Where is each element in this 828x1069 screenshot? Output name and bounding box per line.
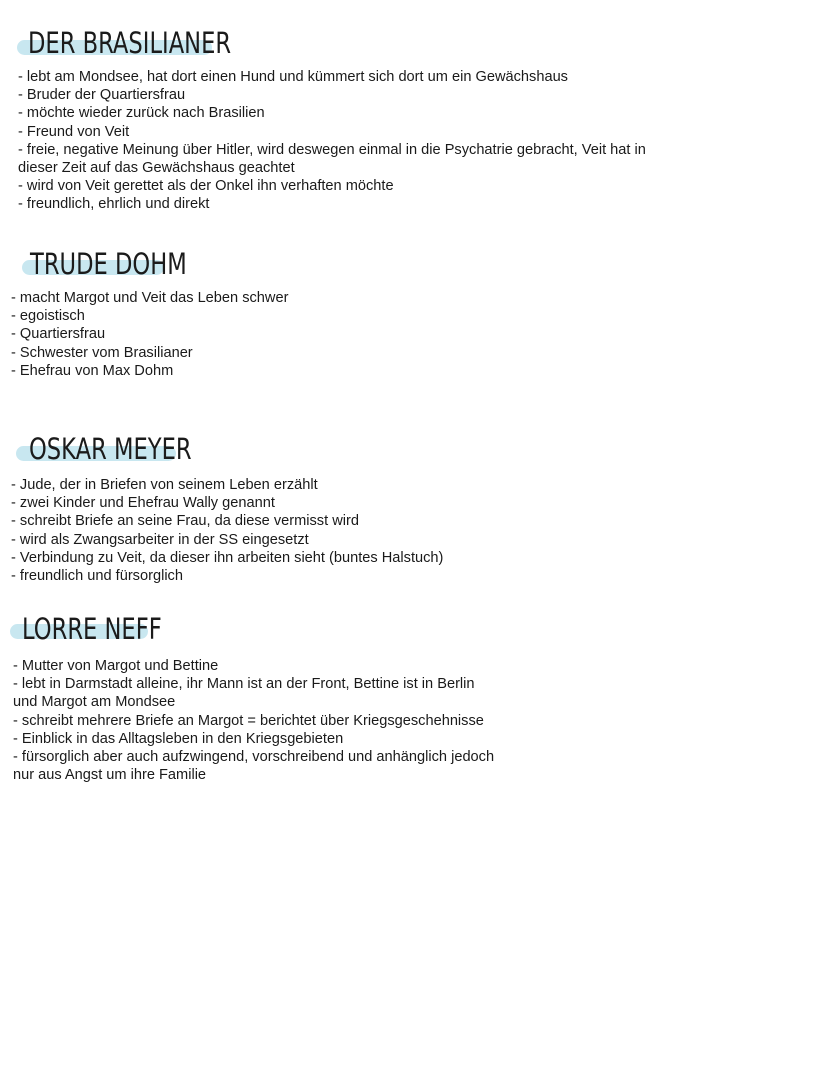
list-item: - lebt am Mondsee, hat dort einen Hund und kümmert sich dort um ein Gewächshaus [18,69,568,85]
section-heading [0,24,828,68]
list-item: - Schwester vom Brasilianer [11,344,193,361]
list-item: - Mutter von Margot und Bettine [13,658,219,674]
list-item: nur aus Angst um ihre Familie [13,767,207,784]
section-lines [11,476,443,585]
section-title: OSKAR MEYER [29,432,192,466]
list-item: und Margot am Mondsee [13,694,176,711]
section-title: TRUDE DOHM [30,247,187,281]
section-lorre-neff [0,612,828,784]
list-item: - schreibt Briefe an seine Frau, da diese vermisst wird [11,513,359,530]
section-oskar-meyer [0,432,828,585]
list-item: - egoistisch [11,308,85,325]
list-item: - macht Margot und Veit das Leben schwer [11,290,289,306]
section-heading [0,432,828,476]
section-title: LORRE NEFF [22,612,162,646]
section-lines [13,657,494,784]
list-item: - Verbindung zu Veit, da dieser ihn arbeiten sieht (buntes Halstuch) [11,549,444,566]
section-lines [11,289,288,380]
list-item: - lebt in Darmstadt alleine, ihr Mann ist an der Front, Bettine ist in Berlin [13,676,475,693]
list-item: - wird von Veit gerettet als der Onkel ihn verhaften möchte [18,178,394,195]
list-item: - wird als Zwangsarbeiter in der SS eingesetzt [11,531,309,548]
list-item: - Jude, der in Briefen von seinem Leben erzählt [11,477,318,493]
list-item: - Freund von Veit [18,123,130,140]
list-item: - Bruder der Quartiersfrau [18,87,186,104]
list-item: - fürsorglich aber auch aufzwingend, vorschreibend und anhänglich jedoch [13,749,495,766]
list-item: dieser Zeit auf das Gewächshaus geachtet [18,160,295,177]
list-item: - freundlich, ehrlich und direkt [18,196,210,213]
list-item: - freundlich und fürsorglich [11,568,183,585]
list-item: - schreibt mehrere Briefe an Margot = berichtet über Kriegsgeschehnisse [13,712,484,729]
list-item: - Ehefrau von Max Dohm [11,362,174,379]
section-heading [0,612,828,656]
section-brasilianer [0,24,828,213]
section-trude-dohm [0,247,828,379]
list-item: - möchte wieder zurück nach Brasilien [18,105,265,122]
list-item: - freie, negative Meinung über Hitler, wird deswegen einmal in die Psychatrie gebracht, Veit hat in [18,141,646,158]
list-item: - Quartiersfrau [11,326,106,343]
list-item: - zwei Kinder und Ehefrau Wally genannt [11,495,275,512]
section-heading [0,247,828,291]
section-title: DER BRASILIANER [28,26,232,60]
list-item: - Einblick in das Alltagsleben in den Kriegsgebieten [13,730,344,747]
section-lines [18,68,646,214]
